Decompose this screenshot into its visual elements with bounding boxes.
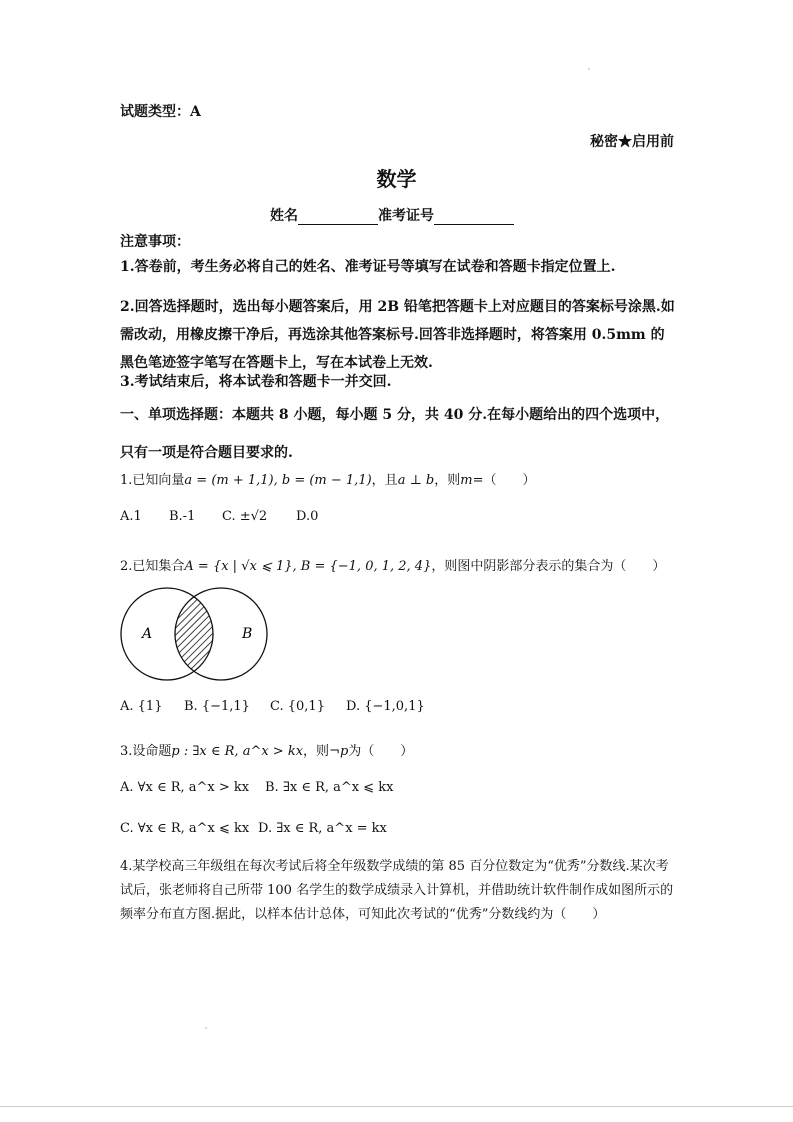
q2-option-a: A. {1} — [120, 699, 163, 714]
q2-prefix: 2.已知集合 — [120, 559, 185, 574]
secret-label: 秘密★启用前 — [590, 134, 674, 150]
q1-condition: a ⊥ b — [397, 473, 435, 488]
q2-option-c: C. {0,1} — [270, 699, 325, 714]
q1-option-b: B.-1 — [169, 509, 196, 524]
q2-sets: A = {x | √x ⩽ 1}, B = {−1, 0, 1, 2, 4} — [184, 559, 432, 574]
q1-mid: ，且 — [371, 473, 398, 488]
q3-end: 为（ ） — [348, 744, 414, 759]
q3-option-d: D. ∃x ∈ R, a^x = kx — [258, 821, 387, 836]
scan-dot — [205, 1027, 207, 1029]
exam-type-label: 试题类型：A — [120, 104, 201, 120]
notice-heading: 注意事项： — [120, 234, 190, 250]
question-3 — [120, 740, 413, 759]
page-bottom-rule — [0, 1106, 793, 1107]
venn-label-a: A — [142, 626, 153, 642]
notice-item-3: 3.考试结束后，将本试卷和答题卡一并交回. — [120, 374, 392, 390]
section-heading: 一、单项选择题：本题共 8 小题，每小题 5 分，共 40 分.在每小题给出的四个选项中，只有一项是符合题目要求的. — [120, 407, 670, 461]
q1-option-c: C. ±√2 — [222, 509, 268, 524]
q3-proposition: p : ∃x ∈ R, a^x > kx — [171, 744, 304, 759]
q1-prefix: 1.已知向量 — [120, 473, 185, 488]
exam-no-blank — [434, 208, 514, 225]
q3-tail: ，则 — [303, 744, 330, 759]
scan-dot — [588, 68, 590, 70]
q3-option-b: B. ∃x ∈ R, a^x ⩽ kx — [265, 780, 394, 795]
q3-option-c: C. ∀x ∈ R, a^x ⩽ kx — [120, 821, 250, 836]
q1-tail: ，则 — [434, 473, 461, 488]
q2-option-d: D. {−1,0,1} — [346, 699, 425, 714]
venn-diagram — [118, 586, 274, 682]
q3-prefix: 3.设命题 — [120, 744, 172, 759]
question-1 — [120, 469, 536, 488]
exam-no-label: 准考证号 — [378, 208, 434, 224]
q3-negation: ¬p — [329, 744, 349, 759]
name-blank — [298, 208, 378, 225]
notice-item-1: 1.答卷前，考生务必将自己的姓名、准考证号等填写在试卷和答题卡指定位置上. — [120, 259, 616, 275]
q1-end: =（ ） — [472, 473, 536, 488]
q1-var: m — [460, 473, 473, 488]
question-2 — [120, 555, 665, 574]
q2-tail: ，则图中阴影部分表示的集合为（ ） — [431, 559, 666, 574]
q1-option-d: D.0 — [296, 509, 319, 524]
q2-option-b: B. {−1,1} — [184, 699, 250, 714]
q3-option-a: A. ∀x ∈ R, a^x > kx — [120, 780, 250, 795]
venn-label-b: B — [242, 626, 253, 642]
question-4: 4.某学校高三年级组在每次考试后将全年级数学成绩的第 85 百分位数定为“优秀”分数线.某次考试后，张老师将自己所带 100 名学生的数学成绩录入计算机，并借助统计软件制作成如图所示的频率分布直方图.据此，以样本估计总体，可知此次考试的“优秀”分数线约为（ ） — [120, 859, 674, 922]
q1-vectors: a = (m + 1,1), b = (m − 1,1) — [184, 473, 372, 488]
candidate-info — [270, 205, 514, 225]
name-label: 姓名 — [270, 208, 298, 224]
page-title: 数学 — [376, 167, 417, 191]
q1-option-a: A.1 — [120, 509, 142, 524]
notice-item-2: 2.回答选择题时，选出每小题答案后，用 2B 铅笔把答题卡上对应题目的答案标号涂黑.如需改动，用橡皮擦干净后，再选涂其他答案标号.回答非选择题时，将答案用 0.5mm 的黑色笔迹签字笔写在答题卡上，写在本试卷上无效. — [120, 299, 675, 371]
